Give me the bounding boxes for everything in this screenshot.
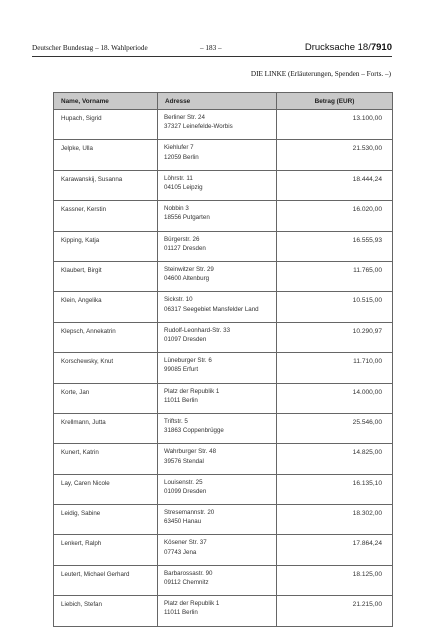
donation-amount: 16.135,10 <box>277 474 393 504</box>
address-city: 11011 Berlin <box>164 609 198 617</box>
address-street: Lüneburger Str. 6 <box>164 357 212 365</box>
table-header-row <box>54 93 393 110</box>
table-row <box>54 261 393 291</box>
address-city: 01099 Dresden <box>164 487 207 495</box>
donor-name: Klein, Angelika <box>54 292 158 322</box>
table-row <box>54 383 393 413</box>
donor-address <box>158 201 277 231</box>
donor-name: Kassner, Kerstin <box>54 201 158 231</box>
donation-amount: 17.864,24 <box>277 535 393 565</box>
donation-amount: 18.444,24 <box>277 170 393 200</box>
page-number: – 183 – <box>200 44 222 52</box>
address-street: Rudolf-Leonhard-Str. 33 <box>164 326 231 334</box>
donor-address <box>158 353 277 383</box>
donation-amount: 10.290,97 <box>277 322 393 352</box>
table-row <box>54 444 393 474</box>
address-street: Löhrstr. 11 <box>164 174 193 182</box>
address-street: Barbarossastr. 90 <box>164 569 213 577</box>
header-rule <box>32 56 392 57</box>
donor-address <box>158 170 277 200</box>
address-city: 99085 Erfurt <box>164 366 199 374</box>
address-city: 04105 Leipzig <box>164 183 203 191</box>
donor-name: Korschewsky, Knut <box>54 353 158 383</box>
donor-address <box>158 596 277 626</box>
donor-address <box>158 474 277 504</box>
address-city: 18556 Putgarten <box>164 214 210 222</box>
column-header-address: Adresse <box>158 93 277 110</box>
donor-name: Leidig, Sabine <box>54 505 158 535</box>
parliament-period: Deutscher Bundestag – 18. Wahlperiode <box>32 44 148 52</box>
donor-name: Hupach, Sigrid <box>54 110 158 140</box>
donation-amount: 16.555,93 <box>277 231 393 261</box>
donor-name: Liebich, Stefan <box>54 596 158 626</box>
donor-address <box>158 505 277 535</box>
donor-name: Jelpke, Ulla <box>54 140 158 170</box>
donor-address <box>158 140 277 170</box>
address-city: 39576 Stendal <box>164 457 204 465</box>
address-city: 01097 Dresden <box>164 335 207 343</box>
donation-amount: 14.825,00 <box>277 444 393 474</box>
donor-address <box>158 444 277 474</box>
address-street: Nobbin 3 <box>164 205 189 213</box>
address-city: 07743 Jena <box>164 548 197 556</box>
address-street: Triftstr. 5 <box>164 417 188 425</box>
table-row <box>54 322 393 352</box>
column-header-name: Name, Vorname <box>54 93 158 110</box>
address-street: Berliner Str. 24 <box>164 114 205 121</box>
donation-amount: 16.020,00 <box>277 201 393 231</box>
donor-name: Kipping, Katja <box>54 231 158 261</box>
address-street: Louisenstr. 25 <box>164 478 203 486</box>
donation-amount: 10.515,00 <box>277 292 393 322</box>
address-city: 09112 Chemnitz <box>164 579 209 587</box>
donor-name: Lenkert, Ralph <box>54 535 158 565</box>
donor-address <box>158 413 277 443</box>
document-number: Drucksache 18/7910 <box>304 42 392 53</box>
donor-name: Krellmann, Jutta <box>54 413 158 443</box>
donor-address <box>158 231 277 261</box>
address-street: Platz der Republik 1 <box>164 387 220 395</box>
donor-name: Leutert, Michael Gerhard <box>54 565 158 595</box>
address-street: Wahrburger Str. 48 <box>164 448 217 456</box>
donation-amount: 14.000,00 <box>277 383 393 413</box>
address-city: 31863 Coppenbrügge <box>164 427 224 435</box>
donor-address <box>158 261 277 291</box>
table-row <box>54 565 393 595</box>
address-street: Bürgerstr. 26 <box>164 235 200 243</box>
address-street: Platz der Republik 1 <box>164 600 220 608</box>
address-city: 11011 Berlin <box>164 396 198 404</box>
address-city: 06317 Seegebiet Mansfelder Land <box>164 305 259 313</box>
table-row <box>54 170 393 200</box>
donation-amount: 25.546,00 <box>277 413 393 443</box>
address-street: Kiehlufer 7 <box>164 144 194 152</box>
donor-name: Kunert, Katrin <box>54 444 158 474</box>
table-row <box>54 505 393 535</box>
table-row <box>54 201 393 231</box>
address-city: 63450 Hanau <box>164 518 202 526</box>
donor-name: Klepsch, Annekatrin <box>54 322 158 352</box>
address-street: Kösener Str. 37 <box>164 539 207 547</box>
donor-address <box>158 535 277 565</box>
address-city: 01127 Dresden <box>164 244 206 252</box>
donation-amount: 18.125,00 <box>277 565 393 595</box>
address-city: 04600 Altenburg <box>164 275 210 283</box>
address-city: 12059 Berlin <box>164 153 199 161</box>
address-street: Stresemannstr. 20 <box>164 509 215 517</box>
table-row <box>54 474 393 504</box>
address-street: Steinwitzer Str. 29 <box>164 265 214 273</box>
donation-amount: 11.710,00 <box>277 353 393 383</box>
donor-name: Lay, Caren Nicole <box>54 474 158 504</box>
donor-name: Karawanskij, Susanna <box>54 170 158 200</box>
donation-amount: 11.765,00 <box>277 261 393 291</box>
donor-name: Klaubert, Birgit <box>54 261 158 291</box>
donation-amount: 21.530,00 <box>277 140 393 170</box>
column-header-amount: Betrag (EUR) <box>277 93 393 110</box>
table-row <box>54 413 393 443</box>
donor-address <box>158 292 277 322</box>
table-row <box>54 596 393 626</box>
page-header <box>32 44 392 56</box>
donor-address <box>158 110 277 140</box>
table-row <box>54 292 393 322</box>
address-city: 37327 Leinefelde-Worbis <box>164 123 233 131</box>
donation-amount: 21.215,00 <box>277 596 393 626</box>
donor-address <box>158 383 277 413</box>
section-subtitle: DIE LINKE (Erläuterungen, Spenden – Forts. –) <box>250 70 391 78</box>
donations-table <box>53 92 392 627</box>
donor-address <box>158 565 277 595</box>
donation-amount: 13.100,00 <box>277 110 393 140</box>
table-row <box>54 353 393 383</box>
address-street: Sickstr. 10 <box>164 296 193 304</box>
donor-address <box>158 322 277 352</box>
table-row <box>54 110 393 140</box>
donation-amount: 18.302,00 <box>277 505 393 535</box>
table-row <box>54 140 393 170</box>
table-row <box>54 231 393 261</box>
table-row <box>54 535 393 565</box>
donor-name: Korte, Jan <box>54 383 158 413</box>
